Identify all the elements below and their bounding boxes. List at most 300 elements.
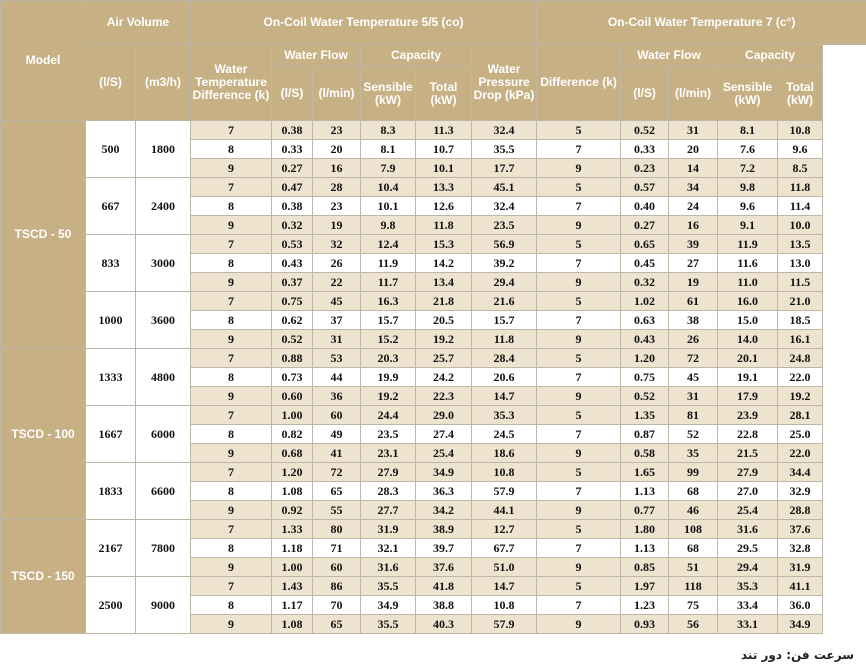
value-cell: 22.0 bbox=[778, 368, 823, 387]
air-m3h-cell: 3600 bbox=[136, 292, 191, 349]
air-m3h-cell: 6000 bbox=[136, 406, 191, 463]
value-cell: 1.08 bbox=[272, 482, 313, 501]
value-cell: 23.5 bbox=[361, 425, 416, 444]
value-cell: 33.1 bbox=[718, 615, 778, 634]
value-cell: 8 bbox=[191, 254, 272, 273]
value-cell: 31 bbox=[313, 330, 361, 349]
value-cell: 5 bbox=[537, 178, 621, 197]
air-ls-cell: 500 bbox=[86, 121, 136, 178]
value-cell: 75 bbox=[669, 596, 718, 615]
model-name-cell: TSCD - 100 bbox=[1, 349, 86, 520]
value-cell: 10.7 bbox=[416, 140, 472, 159]
value-cell: 23 bbox=[313, 121, 361, 140]
value-cell: 0.43 bbox=[621, 330, 669, 349]
model-name-cell: TSCD - 50 bbox=[1, 121, 86, 349]
value-cell: 27.4 bbox=[416, 425, 472, 444]
value-cell: 23 bbox=[313, 197, 361, 216]
value-cell: 27.7 bbox=[361, 501, 416, 520]
value-cell: 34 bbox=[669, 178, 718, 197]
value-cell: 0.40 bbox=[621, 197, 669, 216]
value-cell: 33.4 bbox=[718, 596, 778, 615]
value-cell: 1.08 bbox=[272, 615, 313, 634]
value-cell: 32.4 bbox=[472, 197, 537, 216]
value-cell: 22.8 bbox=[718, 425, 778, 444]
value-cell: 17.7 bbox=[472, 159, 537, 178]
value-cell: 11.7 bbox=[361, 273, 416, 292]
pressure-drop-header: Water Pressure Drop (kPa) bbox=[472, 45, 537, 121]
value-cell: 10.0 bbox=[778, 216, 823, 235]
value-cell: 7 bbox=[537, 140, 621, 159]
value-cell: 41.8 bbox=[416, 577, 472, 596]
value-cell: 27.0 bbox=[718, 482, 778, 501]
value-cell: 12.6 bbox=[416, 197, 472, 216]
value-cell: 0.92 bbox=[272, 501, 313, 520]
value-cell: 34.9 bbox=[361, 596, 416, 615]
value-cell: 16.0 bbox=[718, 292, 778, 311]
value-cell: 35.5 bbox=[361, 615, 416, 634]
value-cell: 15.0 bbox=[718, 311, 778, 330]
value-cell: 7 bbox=[191, 520, 272, 539]
value-cell: 14 bbox=[669, 159, 718, 178]
value-cell: 9 bbox=[191, 273, 272, 292]
value-cell: 22.3 bbox=[416, 387, 472, 406]
value-cell: 60 bbox=[313, 558, 361, 577]
value-cell: 44 bbox=[313, 368, 361, 387]
value-cell: 7 bbox=[191, 292, 272, 311]
value-cell: 45 bbox=[669, 368, 718, 387]
value-cell: 7 bbox=[191, 235, 272, 254]
value-cell: 0.88 bbox=[272, 349, 313, 368]
value-cell: 8.3 bbox=[361, 121, 416, 140]
value-cell: 8.1 bbox=[718, 121, 778, 140]
value-cell: 13.0 bbox=[778, 254, 823, 273]
air-ls-cell: 2500 bbox=[86, 577, 136, 634]
value-cell: 9 bbox=[191, 216, 272, 235]
value-cell: 9 bbox=[537, 558, 621, 577]
value-cell: 16.1 bbox=[778, 330, 823, 349]
value-cell: 0.33 bbox=[621, 140, 669, 159]
value-cell: 0.38 bbox=[272, 197, 313, 216]
value-cell: 20.3 bbox=[361, 349, 416, 368]
value-cell: 7 bbox=[537, 539, 621, 558]
value-cell: 5 bbox=[537, 235, 621, 254]
value-cell: 1.65 bbox=[621, 463, 669, 482]
value-cell: 65 bbox=[313, 482, 361, 501]
value-cell: 15.7 bbox=[361, 311, 416, 330]
value-cell: 20.6 bbox=[472, 368, 537, 387]
value-cell: 0.57 bbox=[621, 178, 669, 197]
value-cell: 12.4 bbox=[361, 235, 416, 254]
value-cell: 9.6 bbox=[718, 197, 778, 216]
value-cell: 7 bbox=[537, 311, 621, 330]
value-cell: 8 bbox=[191, 197, 272, 216]
value-cell: 0.93 bbox=[621, 615, 669, 634]
value-cell: 11.8 bbox=[472, 330, 537, 349]
value-cell: 11.9 bbox=[718, 235, 778, 254]
value-cell: 35.5 bbox=[361, 577, 416, 596]
value-cell: 8 bbox=[191, 368, 272, 387]
value-cell: 0.77 bbox=[621, 501, 669, 520]
value-cell: 5 bbox=[537, 520, 621, 539]
value-cell: 80 bbox=[313, 520, 361, 539]
value-cell: 22.0 bbox=[778, 444, 823, 463]
value-cell: 28.3 bbox=[361, 482, 416, 501]
temp-7-header: On-Coil Water Temperature 7 (c°) bbox=[537, 1, 866, 45]
value-cell: 11.8 bbox=[416, 216, 472, 235]
value-cell: 60 bbox=[313, 406, 361, 425]
value-cell: 7 bbox=[191, 577, 272, 596]
value-cell: 7.6 bbox=[718, 140, 778, 159]
value-cell: 5 bbox=[537, 406, 621, 425]
value-cell: 29.5 bbox=[718, 539, 778, 558]
air-volume-header: Air Volume bbox=[86, 1, 191, 45]
value-cell: 16.3 bbox=[361, 292, 416, 311]
value-cell: 1.97 bbox=[621, 577, 669, 596]
value-cell: 19.2 bbox=[778, 387, 823, 406]
air-m3h-cell: 3000 bbox=[136, 235, 191, 292]
value-cell: 14.7 bbox=[472, 577, 537, 596]
value-cell: 0.63 bbox=[621, 311, 669, 330]
value-cell: 9 bbox=[537, 216, 621, 235]
value-cell: 23.1 bbox=[361, 444, 416, 463]
value-cell: 0.32 bbox=[621, 273, 669, 292]
value-cell: 7 bbox=[191, 121, 272, 140]
value-cell: 0.58 bbox=[621, 444, 669, 463]
table-row bbox=[1, 577, 866, 596]
air-ls-cell: 2167 bbox=[86, 520, 136, 577]
value-cell: 20 bbox=[669, 140, 718, 159]
value-cell: 24 bbox=[669, 197, 718, 216]
value-cell: 10.1 bbox=[361, 197, 416, 216]
model-name-cell: TSCD - 150 bbox=[1, 520, 86, 634]
value-cell: 0.75 bbox=[621, 368, 669, 387]
value-cell: 9.8 bbox=[718, 178, 778, 197]
value-cell: 44.1 bbox=[472, 501, 537, 520]
value-cell: 9 bbox=[537, 159, 621, 178]
value-cell: 36.0 bbox=[778, 596, 823, 615]
value-cell: 11.8 bbox=[778, 178, 823, 197]
value-cell: 31 bbox=[669, 387, 718, 406]
value-cell: 21.0 bbox=[778, 292, 823, 311]
value-cell: 15.2 bbox=[361, 330, 416, 349]
value-cell: 1.33 bbox=[272, 520, 313, 539]
value-cell: 86 bbox=[313, 577, 361, 596]
value-cell: 56 bbox=[669, 615, 718, 634]
sensible-header: Sensible (kW) bbox=[361, 67, 416, 121]
table-row bbox=[1, 463, 866, 482]
value-cell: 0.27 bbox=[621, 216, 669, 235]
air-m3h-cell: 2400 bbox=[136, 178, 191, 235]
value-cell: 32.8 bbox=[778, 539, 823, 558]
value-cell: 0.53 bbox=[272, 235, 313, 254]
value-cell: 68 bbox=[669, 482, 718, 501]
value-cell: 57.9 bbox=[472, 615, 537, 634]
value-cell: 0.68 bbox=[272, 444, 313, 463]
value-cell: 5 bbox=[537, 349, 621, 368]
value-cell: 71 bbox=[313, 539, 361, 558]
air-ls-cell: 1333 bbox=[86, 349, 136, 406]
value-cell: 35.5 bbox=[472, 140, 537, 159]
value-cell: 7 bbox=[537, 482, 621, 501]
value-cell: 19.1 bbox=[718, 368, 778, 387]
value-cell: 55 bbox=[313, 501, 361, 520]
table-header bbox=[1, 1, 866, 121]
value-cell: 8.5 bbox=[778, 159, 823, 178]
value-cell: 9 bbox=[537, 501, 621, 520]
value-cell: 11.9 bbox=[361, 254, 416, 273]
value-cell: 23.9 bbox=[718, 406, 778, 425]
value-cell: 1.02 bbox=[621, 292, 669, 311]
value-cell: 27.9 bbox=[718, 463, 778, 482]
value-cell: 31.9 bbox=[778, 558, 823, 577]
air-m3h-cell: 9000 bbox=[136, 577, 191, 634]
value-cell: 41.1 bbox=[778, 577, 823, 596]
value-cell: 1.18 bbox=[272, 539, 313, 558]
value-cell: 15.7 bbox=[472, 311, 537, 330]
air-ls-cell: 667 bbox=[86, 178, 136, 235]
value-cell: 9 bbox=[191, 558, 272, 577]
value-cell: 28.1 bbox=[778, 406, 823, 425]
air-m3h-cell: 1800 bbox=[136, 121, 191, 178]
value-cell: 34.4 bbox=[778, 463, 823, 482]
value-cell: 0.73 bbox=[272, 368, 313, 387]
value-cell: 7.9 bbox=[361, 159, 416, 178]
value-cell: 10.8 bbox=[778, 121, 823, 140]
air-ls-cell: 1000 bbox=[86, 292, 136, 349]
total-header: Total (kW) bbox=[416, 67, 472, 121]
value-cell: 31.6 bbox=[361, 558, 416, 577]
value-cell: 29.4 bbox=[718, 558, 778, 577]
table-body bbox=[1, 121, 866, 634]
value-cell: 5 bbox=[537, 121, 621, 140]
value-cell: 11.0 bbox=[718, 273, 778, 292]
value-cell: 21.6 bbox=[472, 292, 537, 311]
value-cell: 38 bbox=[669, 311, 718, 330]
value-cell: 26 bbox=[313, 254, 361, 273]
value-cell: 1.80 bbox=[621, 520, 669, 539]
value-cell: 0.33 bbox=[272, 140, 313, 159]
value-cell: 0.87 bbox=[621, 425, 669, 444]
value-cell: 19 bbox=[313, 216, 361, 235]
water-temp-diff-header: Water Temperature Difference (k) bbox=[191, 45, 272, 121]
flow-2-lmin-header: (l/min) bbox=[669, 67, 718, 121]
value-cell: 20.5 bbox=[416, 311, 472, 330]
value-cell: 22 bbox=[313, 273, 361, 292]
table-row bbox=[1, 121, 866, 140]
value-cell: 18.5 bbox=[778, 311, 823, 330]
air-m3h-header: (m3/h) bbox=[136, 45, 191, 121]
value-cell: 9 bbox=[537, 615, 621, 634]
value-cell: 31.6 bbox=[718, 520, 778, 539]
value-cell: 8 bbox=[191, 482, 272, 501]
air-ls-cell: 1833 bbox=[86, 463, 136, 520]
value-cell: 29.4 bbox=[472, 273, 537, 292]
value-cell: 46 bbox=[669, 501, 718, 520]
value-cell: 57.9 bbox=[472, 482, 537, 501]
value-cell: 35 bbox=[669, 444, 718, 463]
air-m3h-cell: 4800 bbox=[136, 349, 191, 406]
value-cell: 7 bbox=[191, 406, 272, 425]
value-cell: 20.1 bbox=[718, 349, 778, 368]
value-cell: 24.4 bbox=[361, 406, 416, 425]
value-cell: 0.47 bbox=[272, 178, 313, 197]
value-cell: 9 bbox=[191, 615, 272, 634]
value-cell: 108 bbox=[669, 520, 718, 539]
value-cell: 7 bbox=[537, 197, 621, 216]
value-cell: 9.6 bbox=[778, 140, 823, 159]
flow-lmin-header: (l/min) bbox=[313, 67, 361, 121]
value-cell: 45.1 bbox=[472, 178, 537, 197]
air-ls-cell: 1667 bbox=[86, 406, 136, 463]
value-cell: 25.4 bbox=[718, 501, 778, 520]
value-cell: 19 bbox=[669, 273, 718, 292]
value-cell: 25.7 bbox=[416, 349, 472, 368]
value-cell: 53 bbox=[313, 349, 361, 368]
value-cell: 13.4 bbox=[416, 273, 472, 292]
value-cell: 39 bbox=[669, 235, 718, 254]
value-cell: 35.3 bbox=[472, 406, 537, 425]
value-cell: 15.3 bbox=[416, 235, 472, 254]
value-cell: 7 bbox=[191, 178, 272, 197]
value-cell: 24.5 bbox=[472, 425, 537, 444]
value-cell: 0.52 bbox=[621, 387, 669, 406]
value-cell: 9 bbox=[537, 330, 621, 349]
capacity-2-header: Capacity bbox=[718, 45, 823, 67]
value-cell: 1.13 bbox=[621, 482, 669, 501]
value-cell: 65 bbox=[313, 615, 361, 634]
value-cell: 9 bbox=[191, 330, 272, 349]
value-cell: 9 bbox=[537, 387, 621, 406]
value-cell: 0.37 bbox=[272, 273, 313, 292]
value-cell: 8.1 bbox=[361, 140, 416, 159]
value-cell: 0.60 bbox=[272, 387, 313, 406]
value-cell: 118 bbox=[669, 577, 718, 596]
value-cell: 51.0 bbox=[472, 558, 537, 577]
value-cell: 7 bbox=[537, 368, 621, 387]
table-row bbox=[1, 178, 866, 197]
value-cell: 0.45 bbox=[621, 254, 669, 273]
value-cell: 31 bbox=[669, 121, 718, 140]
value-cell: 34.2 bbox=[416, 501, 472, 520]
capacity-header: Capacity bbox=[361, 45, 472, 67]
air-ls-cell: 833 bbox=[86, 235, 136, 292]
value-cell: 37.6 bbox=[416, 558, 472, 577]
table-row bbox=[1, 520, 866, 539]
value-cell: 27.9 bbox=[361, 463, 416, 482]
value-cell: 0.65 bbox=[621, 235, 669, 254]
model-header: Model bbox=[1, 1, 86, 121]
value-cell: 36 bbox=[313, 387, 361, 406]
value-cell: 37 bbox=[313, 311, 361, 330]
value-cell: 16 bbox=[669, 216, 718, 235]
value-cell: 29.0 bbox=[416, 406, 472, 425]
value-cell: 28.8 bbox=[778, 501, 823, 520]
value-cell: 1.35 bbox=[621, 406, 669, 425]
value-cell: 14.7 bbox=[472, 387, 537, 406]
value-cell: 0.85 bbox=[621, 558, 669, 577]
value-cell: 24.2 bbox=[416, 368, 472, 387]
value-cell: 39.2 bbox=[472, 254, 537, 273]
flow-2-ls-header: (l/S) bbox=[621, 67, 669, 121]
value-cell: 7.2 bbox=[718, 159, 778, 178]
value-cell: 19.2 bbox=[361, 387, 416, 406]
value-cell: 32.9 bbox=[778, 482, 823, 501]
value-cell: 20 bbox=[313, 140, 361, 159]
table-row bbox=[1, 292, 866, 311]
value-cell: 23.5 bbox=[472, 216, 537, 235]
value-cell: 1.17 bbox=[272, 596, 313, 615]
value-cell: 1.00 bbox=[272, 406, 313, 425]
value-cell: 8 bbox=[191, 539, 272, 558]
value-cell: 9.8 bbox=[361, 216, 416, 235]
value-cell: 11.6 bbox=[718, 254, 778, 273]
value-cell: 35.3 bbox=[718, 577, 778, 596]
value-cell: 51 bbox=[669, 558, 718, 577]
value-cell: 34.9 bbox=[778, 615, 823, 634]
value-cell: 26 bbox=[669, 330, 718, 349]
value-cell: 0.75 bbox=[272, 292, 313, 311]
air-m3h-cell: 7800 bbox=[136, 520, 191, 577]
value-cell: 41 bbox=[313, 444, 361, 463]
value-cell: 9 bbox=[191, 501, 272, 520]
value-cell: 10.4 bbox=[361, 178, 416, 197]
value-cell: 9 bbox=[191, 444, 272, 463]
value-cell: 38.9 bbox=[416, 520, 472, 539]
table-row bbox=[1, 406, 866, 425]
value-cell: 1.23 bbox=[621, 596, 669, 615]
value-cell: 1.00 bbox=[272, 558, 313, 577]
value-cell: 17.9 bbox=[718, 387, 778, 406]
value-cell: 72 bbox=[669, 349, 718, 368]
value-cell: 5 bbox=[537, 463, 621, 482]
value-cell: 7 bbox=[191, 463, 272, 482]
value-cell: 24.8 bbox=[778, 349, 823, 368]
value-cell: 8 bbox=[191, 596, 272, 615]
value-cell: 9 bbox=[191, 159, 272, 178]
value-cell: 45 bbox=[313, 292, 361, 311]
value-cell: 7 bbox=[537, 254, 621, 273]
value-cell: 31.9 bbox=[361, 520, 416, 539]
value-cell: 1.20 bbox=[621, 349, 669, 368]
value-cell: 32 bbox=[313, 235, 361, 254]
total-2-header: Total (kW) bbox=[778, 67, 823, 121]
value-cell: 0.38 bbox=[272, 121, 313, 140]
value-cell: 21.5 bbox=[718, 444, 778, 463]
value-cell: 25.4 bbox=[416, 444, 472, 463]
value-cell: 32.1 bbox=[361, 539, 416, 558]
table-row bbox=[1, 349, 866, 368]
value-cell: 52 bbox=[669, 425, 718, 444]
value-cell: 7 bbox=[537, 425, 621, 444]
value-cell: 56.9 bbox=[472, 235, 537, 254]
value-cell: 11.5 bbox=[778, 273, 823, 292]
value-cell: 0.27 bbox=[272, 159, 313, 178]
value-cell: 18.6 bbox=[472, 444, 537, 463]
value-cell: 39.7 bbox=[416, 539, 472, 558]
value-cell: 1.20 bbox=[272, 463, 313, 482]
value-cell: 67.7 bbox=[472, 539, 537, 558]
value-cell: 40.3 bbox=[416, 615, 472, 634]
value-cell: 0.23 bbox=[621, 159, 669, 178]
value-cell: 0.52 bbox=[621, 121, 669, 140]
value-cell: 68 bbox=[669, 539, 718, 558]
value-cell: 28.4 bbox=[472, 349, 537, 368]
value-cell: 5 bbox=[537, 577, 621, 596]
value-cell: 81 bbox=[669, 406, 718, 425]
value-cell: 36.3 bbox=[416, 482, 472, 501]
value-cell: 0.32 bbox=[272, 216, 313, 235]
value-cell: 11.3 bbox=[416, 121, 472, 140]
